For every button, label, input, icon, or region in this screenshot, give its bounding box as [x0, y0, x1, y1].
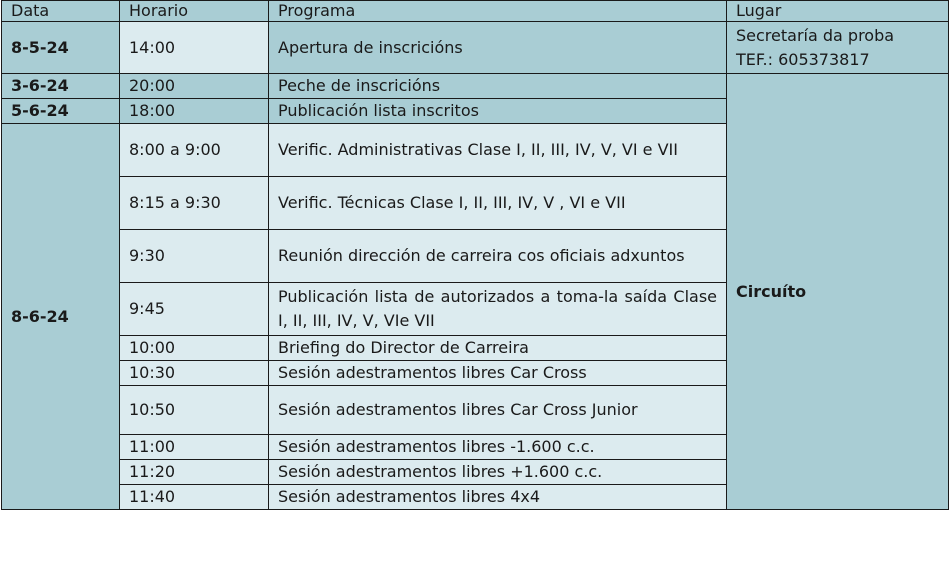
time-cell: 20:00: [120, 74, 269, 99]
time-cell: 8:00 a 9:00: [120, 124, 269, 177]
program-cell: Sesión adestramentos libres 4x4: [269, 485, 727, 510]
time-cell: 10:30: [120, 361, 269, 386]
place-cell: Circuíto: [727, 74, 949, 510]
program-cell: Verific. Técnicas Clase I, II, III, IV, V , VI e VII: [269, 177, 727, 230]
header-program: Programa: [269, 1, 727, 22]
time-cell: 8:15 a 9:30: [120, 177, 269, 230]
program-cell: Sesión adestramentos libres +1.600 c.c.: [269, 460, 727, 485]
program-cell: Reunión dirección de carreira cos oficiais adxuntos: [269, 230, 727, 283]
program-cell: Publicación lista de autorizados a toma-la saída Clase I, II, III, IV, V, VIe VII: [269, 283, 727, 336]
program-cell: Sesión adestramentos libres -1.600 c.c.: [269, 435, 727, 460]
date-cell: 8-6-24: [2, 124, 120, 510]
table-row: [2, 74, 949, 99]
header-place: Lugar: [727, 1, 949, 22]
program-cell: Briefing do Director de Carreira: [269, 336, 727, 361]
time-cell: 11:00: [120, 435, 269, 460]
table-row: [2, 22, 949, 74]
program-cell: Apertura de inscricións: [269, 22, 727, 74]
time-cell: 10:00: [120, 336, 269, 361]
schedule-table: [1, 0, 949, 510]
time-cell: 11:40: [120, 485, 269, 510]
program-cell: Sesión adestramentos libres Car Cross: [269, 361, 727, 386]
program-cell: Sesión adestramentos libres Car Cross Junior: [269, 386, 727, 435]
time-cell: 18:00: [120, 99, 269, 124]
date-cell: 3-6-24: [2, 74, 120, 99]
program-cell: Verific. Administrativas Clase I, II, III, IV, V, VI e VII: [269, 124, 727, 177]
time-cell: 10:50: [120, 386, 269, 435]
header-row: [2, 1, 949, 22]
time-cell: 9:45: [120, 283, 269, 336]
place-cell: Secretaría da proba TEF.: 605373817: [727, 22, 949, 74]
header-time: Horario: [120, 1, 269, 22]
date-cell: 8-5-24: [2, 22, 120, 74]
date-cell: 5-6-24: [2, 99, 120, 124]
program-cell: Peche de inscricións: [269, 74, 727, 99]
time-cell: 14:00: [120, 22, 269, 74]
time-cell: 9:30: [120, 230, 269, 283]
time-cell: 11:20: [120, 460, 269, 485]
header-date: Data: [2, 1, 120, 22]
program-cell: Publicación lista inscritos: [269, 99, 727, 124]
